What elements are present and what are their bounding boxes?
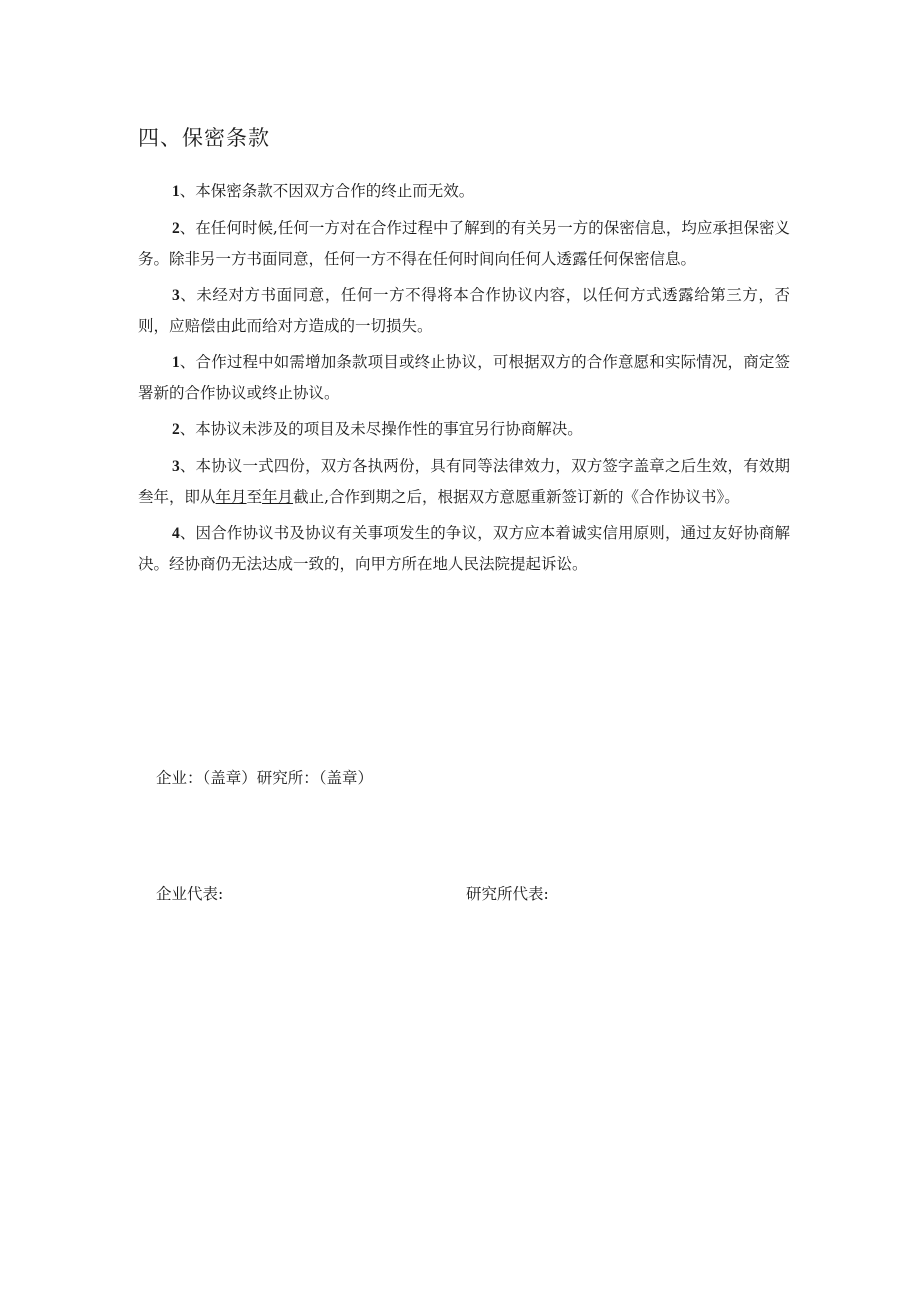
- clause-text: 、合作过程中如需增加条款项目或终止协议，可根据双方的合作意愿和实际情况，商定签署新的合作协议或终止协议。: [138, 353, 790, 402]
- clause-list: [138, 176, 790, 585]
- company-representative-label: 企业代表:: [156, 885, 224, 903]
- clause-number: 4: [172, 525, 180, 542]
- clause-number: 3: [172, 458, 180, 475]
- clause-number: 1: [172, 183, 180, 200]
- clause-text: 、因合作协议书及协议有关事项发生的争议，双方应本着诚实信用原则，通过友好协商解决。经协商仍无法达成一致的，向甲方所在地人民法院提起诉讼。: [138, 524, 790, 573]
- clause-text: 、在任何时候,任何一方对在合作过程中了解到的有关另一方的保密信息，均应承担保密义务。除非另一方书面同意，任何一方不得在任何时间向任何人透露任何保密信息。: [138, 219, 790, 268]
- blank-start-date: 年月: [215, 488, 247, 506]
- clause-number: 2: [172, 220, 180, 237]
- clause-text: 至: [246, 488, 263, 506]
- clause-general-3: [138, 451, 790, 512]
- clause-text: 截止,合作到期之后，根据双方意愿重新签订新的《合作协议书》。: [293, 488, 740, 506]
- clause-number: 1: [172, 354, 180, 371]
- clause-text: 、本保密条款不因双方合作的终止而无效。: [179, 182, 475, 200]
- clause-confidentiality-2: [138, 213, 790, 274]
- blank-end-date: 年月: [262, 488, 294, 506]
- clause-text: 、未经对方书面同意，任何一方不得将本合作协议内容，以任何方式透露给第三方，否则，应赔偿由此而给对方造成的一切损失。: [138, 286, 790, 335]
- signature-stamp-line: 企业：（盖章）研究所：（盖章）: [156, 769, 374, 787]
- institute-representative-label: 研究所代表:: [466, 885, 549, 903]
- clause-number: 2: [172, 421, 180, 438]
- clause-general-1: [138, 347, 790, 408]
- section-title: 四、保密条款: [138, 126, 270, 150]
- clause-text: 、本协议未涉及的项目及未尽操作性的事宜另行协商解决。: [179, 420, 583, 438]
- clause-text: 、本协议一式四份，双方各执两份，具有同等法律效力，双方签字盖章之后生效，有效期叁年，即从: [138, 457, 790, 506]
- clause-confidentiality-3: [138, 280, 790, 341]
- clause-general-4: [138, 518, 790, 579]
- clause-number: 3: [172, 287, 180, 304]
- clause-confidentiality-1: [138, 176, 790, 207]
- clause-general-2: [138, 414, 790, 445]
